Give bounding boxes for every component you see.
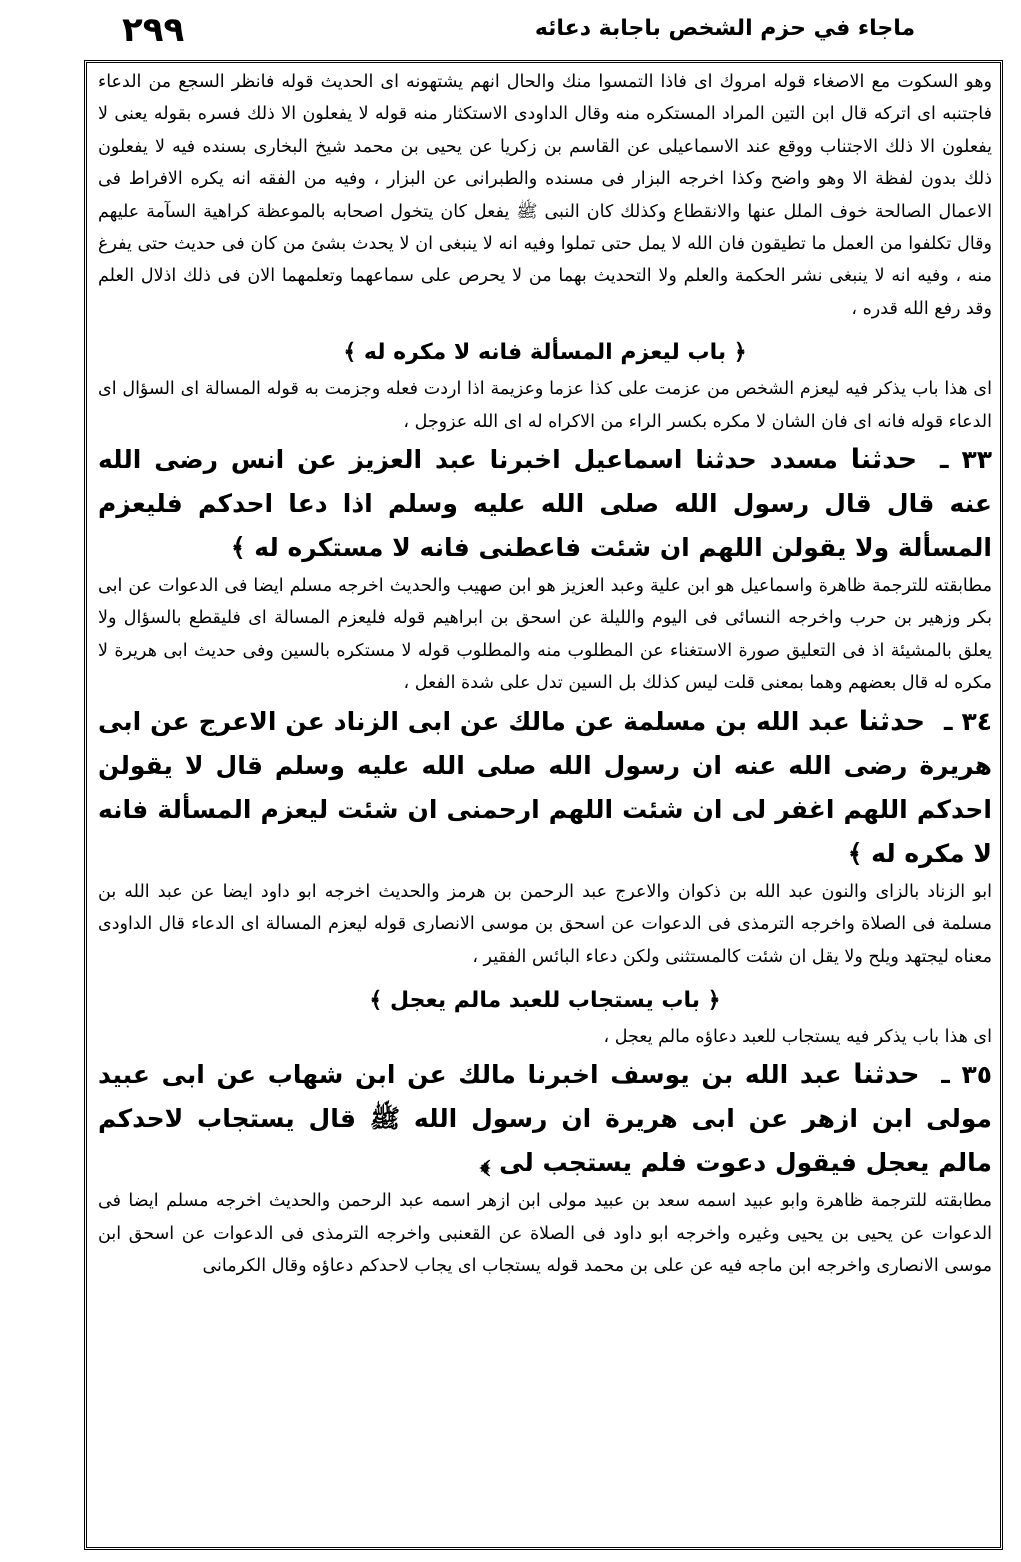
page-header: [80, 10, 1005, 54]
hadith-body: عبد الله بن يوسف اخبرنا مالك عن ابن شهاب عن ابى عبيد مولى ابن ازهر عن ابى هريرة ان رسول الله ﷺ قال يستجاب لاحدكم مالم يعجل فيقول دعوت فلم يستجب لى ﴾: [98, 1060, 992, 1178]
commentary-paragraph: مطابقته للترجمة ظاهرة واسماعيل هو ابن علية وعبد العزيز هو ابن صهيب والحديث اخرجه مسلم ايضا فى الدعوات عن ابى بكر وزهير بن حرب واخرجه النسائى فى اليوم والليلة عن اسحق بن ابراهيم قوله فليعزم المسالة اى فليقطع بالسؤال ولا يعلق بالمشيئة اذ فى التعليق صورة الاستغناء عن المطلوب منه والمطلوب قوله لا مستكره بالسين وفى حديث ابى هريرة لا مكره له قال بعضهم وهما بمعنى قلت ليس كذلك بل السين تدل على شدة الفعل ،: [98, 576, 992, 694]
hadith-text: [98, 1053, 992, 1185]
commentary-paragraph: اى هذا باب يذكر فيه ليعزم الشخص من عزمت على كذا عزما وعزيمة اذا اردت فعله وجزمت به قوله المسالة اى السؤال اى الدعاء قوله فانه اى فان الشان لا مكره بكسر الراء من الاكراه له اى الله عزوجل ،: [98, 379, 992, 432]
hadith-number: ٣٣ ـ: [940, 445, 992, 475]
page-number: ٢٩٩: [122, 10, 185, 50]
chapter-heading: ﴿ باب يستجاب للعبد مالم يعجل ﴾: [369, 987, 721, 1013]
hadith-lead: حدثنا: [853, 1059, 920, 1091]
hadith-lead: حدثنا: [850, 444, 918, 476]
commentary-paragraph: وهو السكوت مع الاصغاء قوله امروك اى فاذا التمسوا منك والحال انهم يشتهونه اى الحديث قوله فانظر السجع من الدعاء فاجتنبه اى اتركه قال ابن التين المراد المستكره منه وقال الداودى الاستكثار منه قوله لا يفعلون الا ذلك فسره بقوله يعنى لا يفعلون الا ذلك الاجتناب ووقع عند الاسماعيلى عن القاسم بن زكريا عن يحيى بن محمد شيخ البخارى بسنده فيه لا يفعلون ذلك بدون لفظة الا وهو واضح وكذا اخرجه البزار فى مسنده والطبرانى عن البزار ، وفيه من الفقه انه يكره الافراط فى الاعمال الصالحة خوف الملل عنها والانقطاع وكذلك كان النبى ﷺ يفعل كان يتخول اصحابه بالموعظة كراهية السآمة عليهم وقال تكلفوا من العمل ما تطيقون فان الله لا يمل حتى تملوا وفيه انه لا ينبغى ان لا يحدث بشئ من كان فى حديث حتى يفرغ منه ، وفيه انه لا ينبغى نشر الحكمة والعلم ولا التحديث بهما من لا يحرص على سماعهما وتعلمهما الان فى ذلك اذلال العلم وقد رفع الله قدره ،: [98, 72, 992, 319]
hadith-body: عبد الله بن مسلمة عن مالك عن ابى الزناد عن الاعرج عن ابى هريرة رضى الله عنه ان رسول الله صلى الله عليه وسلم قال لا يقولن احدكم اللهم اغفر لى ان شئت اللهم ارحمنى ان شئت ليعزم المسألة فانه لا مكره له ﴾: [98, 706, 992, 868]
hadith-lead: حدثنا: [858, 705, 926, 737]
chapter-heading: ﴿ باب ليعزم المسألة فانه لا مكره له ﴾: [343, 340, 747, 366]
running-title: ماجاء في حزم الشخص باجابة دعائه: [534, 16, 916, 41]
hadith-text: [98, 438, 992, 570]
hadith-text: [98, 700, 992, 876]
commentary-paragraph: مطابقته للترجمة ظاهرة وابو عبيد اسمه سعد بن عبيد مولى ابن ازهر اسمه عبد الرحمن والحديث اخرجه مسلم ايضا فى الدعوات عن يحيى بن يحيى وغيره واخرجه ابو داود فى الصلاة عن القعنبى واخرجه الترمذى فى الدعوات عن اسحق ابن موسى الانصارى واخرجه ابن ماجه فيه عن على بن محمد قوله يستجاب اى يجاب لاحدكم دعاؤه وقال الكرمانى: [98, 1191, 992, 1277]
hadith-body: مسدد حدثنا اسماعيل اخبرنا عبد العزيز عن انس رضى الله عنه قال قال رسول الله صلى الله عليه وسلم اذا دعا احدكم فليعزم المسألة ولا يقولن اللهم ان شئت فاعطنى فانه لا مستكره له ﴾: [98, 445, 992, 563]
commentary-paragraph: ابو الزناد بالزاى والنون عبد الله بن ذكوان والاعرج عبد الرحمن بن هرمز والحديث اخرجه ابو داود ايضا عن عبد الله بن مسلمة فى الصلاة واخرجه الترمذى فى الدعوات عن اسحق بن موسى الانصارى قوله ليعزم المسالة اى الدعاء قال الداودى معناه ليجتهد ويلح ولا يقل ان شئت كالمستثنى ولكن دعاء البائس الفقير ،: [98, 881, 992, 967]
hadith-number: ٣٤ ـ: [944, 706, 992, 736]
hadith-number: ٣٥ ـ: [941, 1060, 992, 1090]
commentary-paragraph: اى هذا باب يذكر فيه يستجاب للعبد دعاؤه مالم يعجل ،: [603, 1026, 992, 1047]
page-body: [98, 66, 992, 1283]
